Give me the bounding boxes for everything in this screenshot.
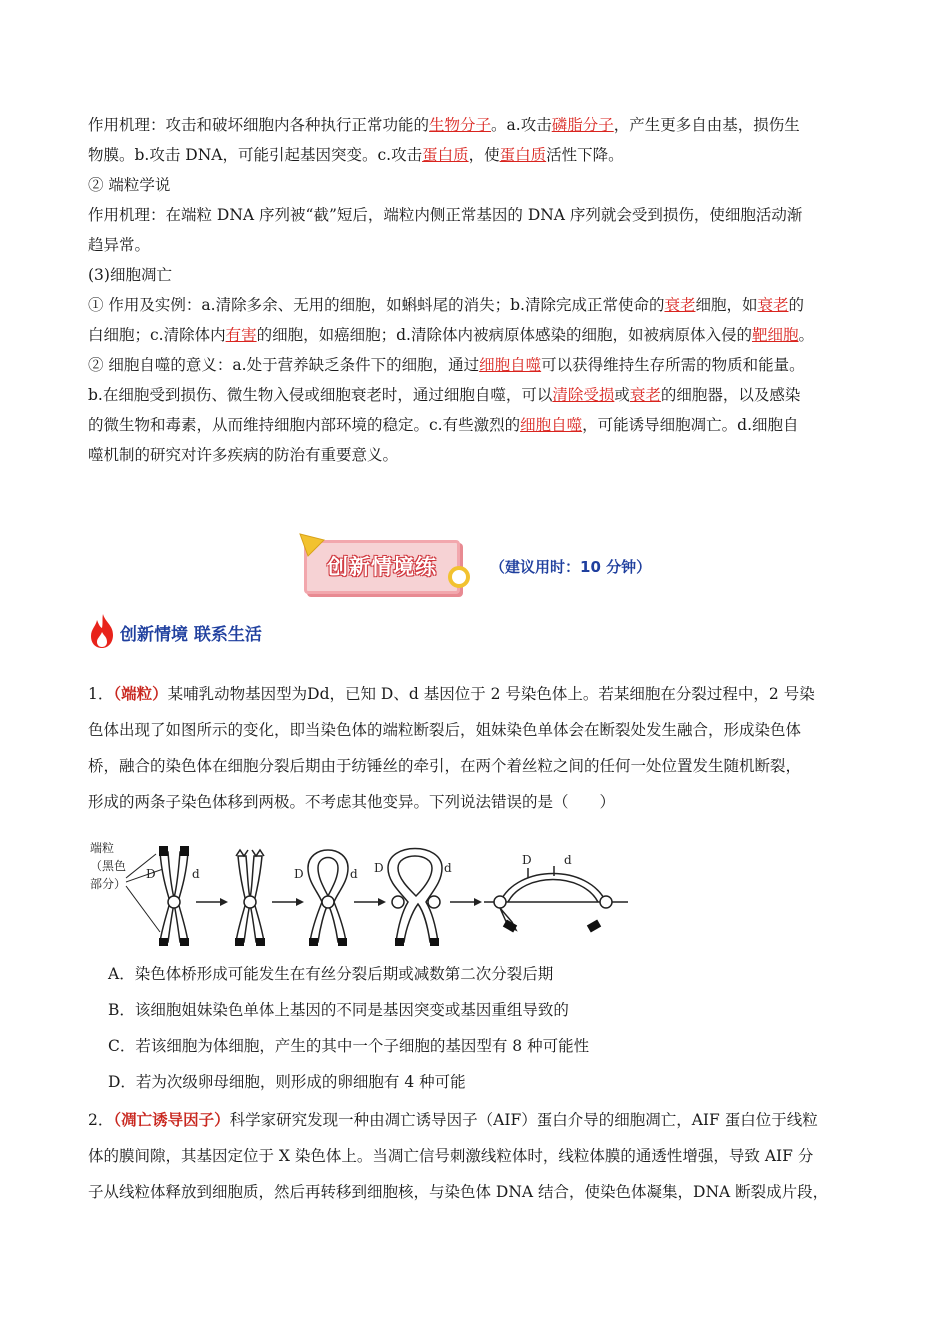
- telomere-label-line-3: 部分）: [90, 877, 127, 891]
- q1-line-2: 色体出现了如图所示的变化，即当染色体的端粒断裂后，姐妹染色单体会在断裂处发生融合，形成染色体: [88, 721, 802, 739]
- telomere-line-1: 作用机理：在端粒 DNA 序列被“截”短后，端粒内侧正常基因的 DNA 序列就会受到损伤，使细胞活动渐: [88, 206, 803, 224]
- suggested-time: （建议用时：10 分钟）: [490, 558, 652, 576]
- q2-line-3: 子从线粒体释放到细胞质，然后再转移到细胞核，与染色体 DNA 结合，使染色体凝集，DNA 断裂成片段，: [88, 1183, 829, 1201]
- telomere-heading: ② 端粒学说: [88, 176, 171, 194]
- q1-line-3: 桥，融合的染色体在细胞分裂后期由于纺锤丝的牵引，在两个着丝粒之间的任何一处位置发生随机断裂，: [88, 757, 802, 775]
- gene-d-label: d: [444, 861, 452, 875]
- fire-icon: [88, 612, 118, 650]
- chromosome-stage-5: [484, 866, 628, 932]
- question-1: [88, 676, 868, 820]
- autophagy-line-4: 噬机制的研究对许多疾病的防治有重要意义。: [88, 446, 399, 464]
- answer-blank: 靶细胞: [751, 326, 799, 344]
- answer-blank: 细胞自噬: [520, 416, 583, 434]
- chromosome-bridge-diagram: [88, 838, 648, 948]
- answer-blank: 细胞自噬: [479, 356, 542, 374]
- section-title: 创新情境 联系生活: [120, 625, 262, 645]
- answer-blank: 生物分子: [429, 116, 492, 134]
- gene-d-label: d: [564, 853, 572, 867]
- question-2: [88, 1102, 868, 1210]
- option-a[interactable]: A．染色体桥形成可能发生在有丝分裂后期或减数第二次分裂后期: [108, 965, 554, 983]
- option-b[interactable]: B．该细胞姐妹染色单体上基因的不同是基因突变或基因重组导致的: [108, 1001, 569, 1019]
- telomere-label-line-2: （黑色: [90, 859, 127, 873]
- chromosome-stage-3: [308, 850, 348, 946]
- answer-blank: 衰老: [757, 296, 789, 314]
- q1-line-1: 1．（端粒）某哺乳动物基因型为Dd，已知 D、d 基因位于 2 号染色体上。若某细胞在分裂过程中，2 号染: [88, 684, 815, 703]
- apoptosis-line-2: 白细胞；c.清除体内有害的细胞，如癌细胞；d.清除体内被病原体感染的细胞，如被病原体入侵的靶细胞。: [88, 326, 815, 344]
- gene-D-label: D: [294, 867, 304, 881]
- practice-banner: [298, 532, 698, 602]
- apoptosis-heading: (3)细胞凋亡: [88, 266, 172, 284]
- q1-line-4: 形成的两条子染色体移到两极。不考虑其他变异。下列说法错误的是（ ）: [88, 793, 616, 811]
- telomere-line-2: 趋异常。: [88, 236, 151, 254]
- gene-D-label: D: [146, 867, 156, 881]
- q2-tag: （凋亡诱导因子）: [113, 1110, 230, 1129]
- theory-block: [88, 110, 868, 470]
- answer-blank: 衰老: [629, 386, 661, 404]
- autophagy-line-1: ② 细胞自噬的意义：a.处于营养缺乏条件下的细胞，通过细胞自噬可以获得维持生存所需的物质和能量。: [88, 356, 805, 374]
- mechanism-line-2: 物膜。b.攻击 DNA，可能引起基因突变。c.攻击蛋白质，使蛋白质活性下降。: [88, 146, 624, 164]
- autophagy-line-2: b.在细胞受到损伤、微生物入侵或细胞衰老时，通过细胞自噬，可以清除受损或衰老的细胞器，以及感染: [88, 386, 801, 404]
- q2-line-2: 体的膜间隙，其基因定位于 X 染色体上。当凋亡信号刺激线粒体时，线粒体膜的通透性增强，导致 AIF 分: [88, 1147, 814, 1165]
- gene-d-label: d: [350, 867, 358, 881]
- answer-blank: 磷脂分子: [551, 116, 614, 134]
- answer-blank: 蛋白质: [499, 146, 547, 164]
- chromosome-stage-4: [388, 849, 442, 947]
- q1-options: [108, 956, 868, 1100]
- apoptosis-line-1: ① 作用及实例：a.清除多余、无用的细胞，如蝌蚪尾的消失；b.清除完成正常使命的衰老细胞，如衰老的: [88, 296, 805, 314]
- option-d[interactable]: D．若为次级卵母细胞，则形成的卵细胞有 4 种可能: [108, 1073, 466, 1091]
- answer-blank: 清除受损: [552, 386, 615, 404]
- chromosome-stage-2: [235, 850, 265, 946]
- gene-D-label: D: [374, 861, 384, 875]
- autophagy-line-3: 的微生物和毒素，从而维持细胞内部环境的稳定。c.有些激烈的细胞自噬，可能诱导细胞凋亡。d.细胞自: [88, 416, 799, 434]
- answer-blank: 有害: [225, 326, 257, 344]
- telomere-label-line-1: 端粒: [90, 841, 115, 855]
- banner-title: 创新情境练: [327, 555, 437, 579]
- chromosome-stage-1: [159, 846, 189, 946]
- mechanism-line-1: 作用机理：攻击和破坏细胞内各种执行正常功能的生物分子。a.攻击磷脂分子，产生更多自由基，损伤生: [88, 116, 800, 134]
- gene-D-label: D: [522, 853, 532, 867]
- flag-icon: [298, 532, 328, 562]
- answer-blank: 蛋白质: [422, 146, 469, 164]
- q2-line-1: 2．（凋亡诱导因子）科学家研究发现一种由凋亡诱导因子（AIF）蛋白介导的细胞凋亡，AIF 蛋白位于线粒: [88, 1110, 818, 1129]
- q1-tag: （端粒）: [113, 684, 168, 703]
- answer-blank: 衰老: [664, 296, 696, 314]
- gene-d-label: d: [192, 867, 200, 881]
- option-c[interactable]: C．若该细胞为体细胞，产生的其中一个子细胞的基因型有 8 种可能性: [108, 1037, 590, 1055]
- ring-icon: [448, 566, 470, 588]
